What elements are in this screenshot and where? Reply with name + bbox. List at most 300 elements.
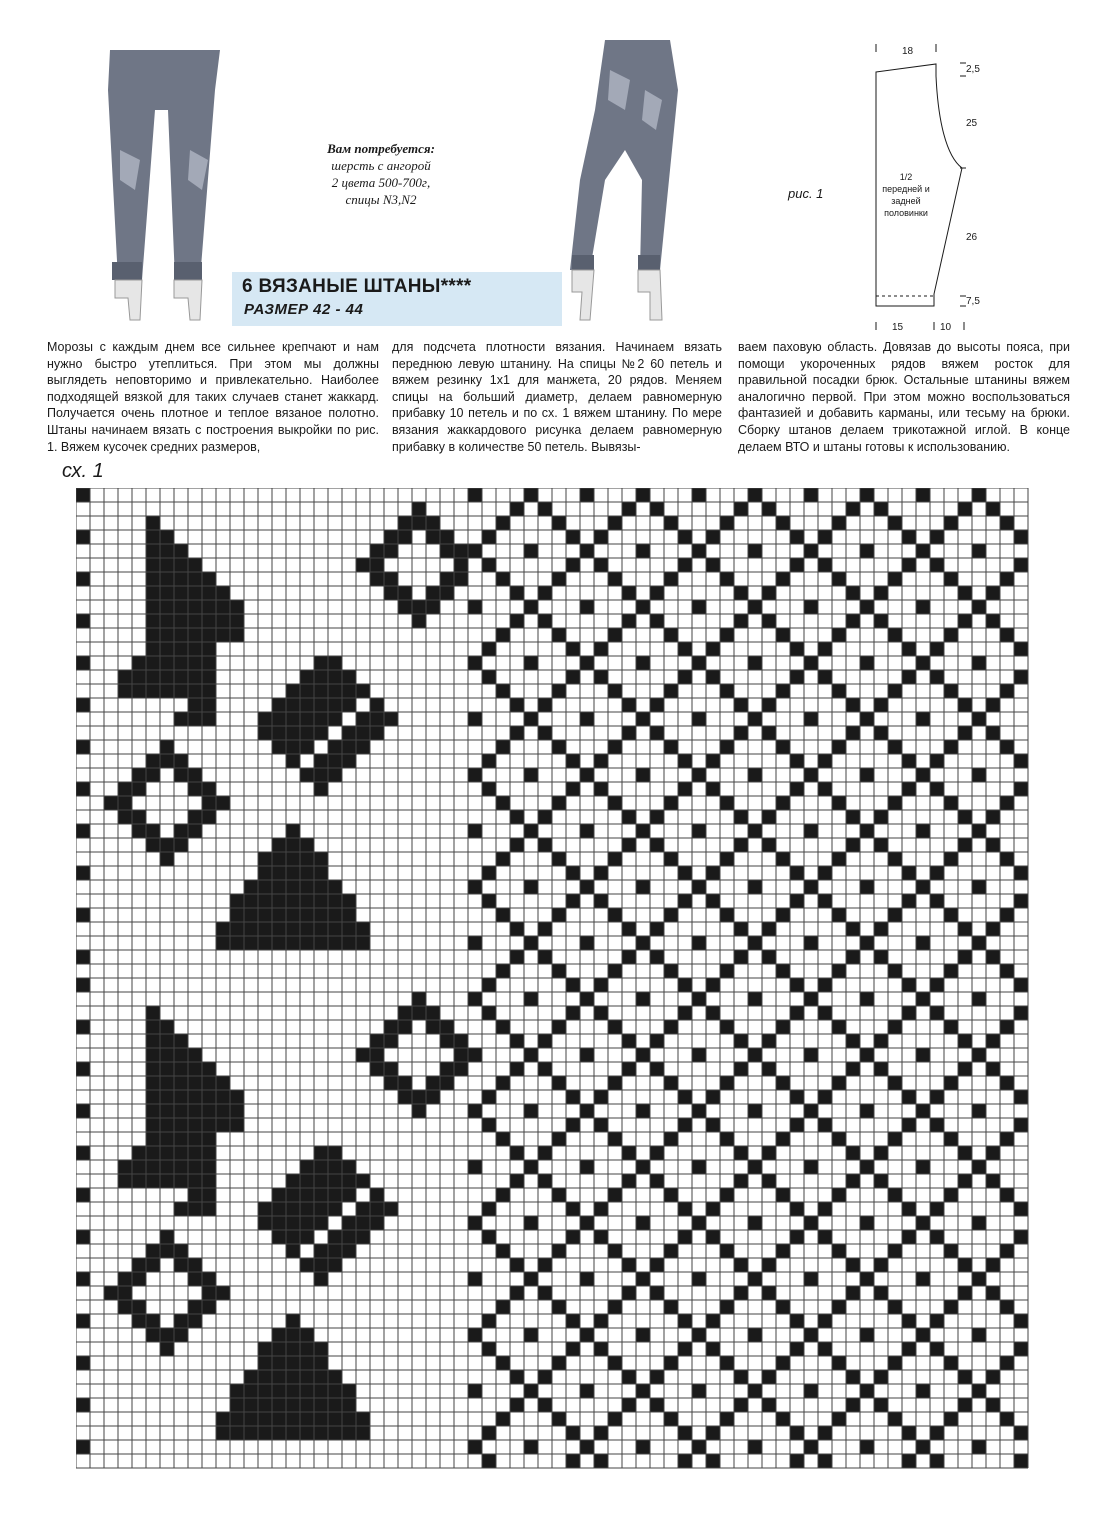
chart-cell-filled [818, 978, 832, 992]
chart-cell-filled [790, 558, 804, 572]
chart-cell-filled [986, 1370, 1000, 1384]
chart-cell-filled [664, 1244, 678, 1258]
chart-cell-filled [580, 1160, 594, 1174]
chart-cell-filled [174, 614, 188, 628]
chart-cell-filled [356, 1048, 370, 1062]
chart-cell-filled [510, 1398, 524, 1412]
chart-cell-filled [328, 1384, 342, 1398]
chart-cell-filled [188, 698, 202, 712]
chart-cell-filled [314, 782, 328, 796]
chart-cell-filled [300, 1188, 314, 1202]
chart-cell-filled [580, 992, 594, 1006]
chart-cell-filled [944, 1412, 958, 1426]
chart-cell-filled [230, 1104, 244, 1118]
chart-cell-filled [524, 1440, 538, 1454]
chart-cell-filled [622, 1370, 636, 1384]
dimension-rise: 2,5 [966, 64, 980, 75]
chart-cell-filled [398, 516, 412, 530]
chart-cell-filled [146, 1006, 160, 1020]
chart-cell-filled [118, 1174, 132, 1188]
chart-cell-filled [160, 1048, 174, 1062]
chart-cell-filled [356, 1230, 370, 1244]
chart-cell-filled [300, 670, 314, 684]
chart-cell-filled [902, 978, 916, 992]
chart-cell-filled [314, 1244, 328, 1258]
chart-cell-filled [510, 1174, 524, 1188]
chart-cell-filled [860, 712, 874, 726]
chart-cell-filled [846, 1062, 860, 1076]
chart-cell-filled [664, 852, 678, 866]
chart-cell-filled [1014, 1342, 1028, 1356]
chart-cell-filled [706, 670, 720, 684]
chart-cell-filled [174, 1048, 188, 1062]
chart-cell-filled [146, 600, 160, 614]
chart-cell-filled [370, 1048, 384, 1062]
chart-cell-filled [356, 1202, 370, 1216]
chart-cell-filled [496, 1020, 510, 1034]
chart-cell-filled [300, 726, 314, 740]
chart-cell-filled [286, 824, 300, 838]
chart-cell-filled [846, 838, 860, 852]
chart-cell-filled [328, 936, 342, 950]
chart-cell-filled [790, 978, 804, 992]
chart-cell-filled [888, 1076, 902, 1090]
chart-cell-filled [314, 1384, 328, 1398]
chart-cell-filled [300, 1356, 314, 1370]
chart-cell-filled [958, 1286, 972, 1300]
chart-cell-filled [692, 1440, 706, 1454]
chart-cell-filled [342, 740, 356, 754]
chart-cell-filled [538, 1062, 552, 1076]
chart-cell-filled [510, 838, 524, 852]
chart-cell-filled [748, 1216, 762, 1230]
chart-cell-filled [370, 572, 384, 586]
chart-cell-filled [160, 1230, 174, 1244]
chart-cell-filled [300, 908, 314, 922]
chart-cell-filled [370, 558, 384, 572]
chart-cell-filled [524, 1384, 538, 1398]
chart-cell-filled [972, 544, 986, 558]
chart-cell-filled [188, 1076, 202, 1090]
chart-cell-filled [258, 1342, 272, 1356]
chart-cell-filled [608, 740, 622, 754]
chart-cell-filled [930, 1090, 944, 1104]
chart-cell-filled [202, 782, 216, 796]
chart-cell-filled [734, 922, 748, 936]
chart-cell-filled [160, 1090, 174, 1104]
chart-cell-filled [594, 866, 608, 880]
chart-cell-filled [230, 628, 244, 642]
chart-cell-filled [678, 1090, 692, 1104]
chart-cell-filled [762, 922, 776, 936]
chart-cell-filled [146, 1258, 160, 1272]
chart-cell-filled [146, 838, 160, 852]
chart-cell-filled [566, 1202, 580, 1216]
chart-cell-filled [930, 754, 944, 768]
chart-cell-filled [538, 1286, 552, 1300]
dimension-bottom-right: 10 [940, 322, 952, 333]
chart-cell-filled [258, 1412, 272, 1426]
chart-cell-filled [328, 1398, 342, 1412]
chart-cell-filled [76, 1062, 90, 1076]
chart-cell-filled [776, 516, 790, 530]
chart-cell-filled [468, 880, 482, 894]
chart-cell-filled [776, 1188, 790, 1202]
chart-cell-filled [552, 908, 566, 922]
chart-cell-filled [748, 712, 762, 726]
chart-cell-filled [888, 628, 902, 642]
chart-cell-filled [902, 866, 916, 880]
chart-cell-filled [314, 1258, 328, 1272]
chart-cell-filled [188, 1132, 202, 1146]
chart-cell-filled [664, 572, 678, 586]
chart-cell-filled [384, 1020, 398, 1034]
chart-cell-filled [160, 1020, 174, 1034]
chart-cell-filled [468, 1384, 482, 1398]
chart-cell-filled [664, 1020, 678, 1034]
chart-cell-filled [202, 1300, 216, 1314]
chart-cell-filled [888, 572, 902, 586]
chart-cell-filled [328, 1160, 342, 1174]
chart-cell-filled [314, 1342, 328, 1356]
chart-cell-filled [188, 1146, 202, 1160]
chart-cell-filled [118, 1300, 132, 1314]
chart-cell-filled [188, 684, 202, 698]
chart-cell-filled [174, 1314, 188, 1328]
chart-cell-filled [650, 1398, 664, 1412]
chart-cell-filled [314, 894, 328, 908]
chart-cell-filled [146, 1160, 160, 1174]
chart-cell-filled [832, 1132, 846, 1146]
chart-cell-filled [286, 1202, 300, 1216]
chart-cell-filled [748, 656, 762, 670]
chart-cell-filled [146, 572, 160, 586]
chart-cell-filled [930, 1314, 944, 1328]
chart-cell-filled [1000, 1300, 1014, 1314]
chart-cell-filled [874, 1034, 888, 1048]
chart-cell-filled [552, 1244, 566, 1258]
chart-cell-filled [188, 600, 202, 614]
chart-cell-filled [916, 488, 930, 502]
chart-cell-filled [958, 1062, 972, 1076]
chart-cell-filled [622, 502, 636, 516]
chart-cell-filled [314, 1272, 328, 1286]
chart-cell-filled [482, 1426, 496, 1440]
chart-cell-filled [370, 698, 384, 712]
chart-cell-filled [286, 866, 300, 880]
chart-cell-filled [216, 628, 230, 642]
chart-cell-filled [300, 1398, 314, 1412]
chart-cell-filled [286, 1314, 300, 1328]
chart-cell-filled [146, 684, 160, 698]
chart-cell-filled [860, 768, 874, 782]
chart-cell-filled [566, 670, 580, 684]
chart-cell-filled [748, 488, 762, 502]
chart-cell-filled [356, 1412, 370, 1426]
chart-cell-filled [174, 1146, 188, 1160]
chart-cell-filled [790, 670, 804, 684]
chart-cell-filled [314, 866, 328, 880]
chart-cell-filled [1000, 852, 1014, 866]
chart-cell-filled [762, 950, 776, 964]
chart-cell-filled [384, 1076, 398, 1090]
chart-cell-filled [762, 1258, 776, 1272]
chart-cell-filled [174, 1132, 188, 1146]
chart-cell-filled [930, 642, 944, 656]
chart-cell-filled [384, 530, 398, 544]
chart-cell-filled [958, 614, 972, 628]
chart-cell-filled [230, 894, 244, 908]
chart-cell-filled [342, 726, 356, 740]
chart-cell-filled [776, 796, 790, 810]
chart-cell-filled [412, 516, 426, 530]
chart-cell-filled [202, 586, 216, 600]
chart-cell-filled [244, 1412, 258, 1426]
chart-cell-filled [496, 908, 510, 922]
chart-cell-filled [132, 656, 146, 670]
chart-cell-filled [734, 1286, 748, 1300]
chart-cell-filled [692, 712, 706, 726]
chart-cell-filled [916, 656, 930, 670]
chart-cell-filled [622, 1286, 636, 1300]
chart-cell-filled [272, 712, 286, 726]
chart-cell-filled [328, 1258, 342, 1272]
chart-cell-filled [664, 1132, 678, 1146]
chart-cell-filled [958, 1034, 972, 1048]
chart-cell-filled [580, 488, 594, 502]
chart-cell-filled [566, 782, 580, 796]
chart-cell-filled [566, 642, 580, 656]
chart-cell-filled [132, 1160, 146, 1174]
chart-cell-filled [692, 1384, 706, 1398]
chart-cell-filled [314, 936, 328, 950]
chart-cell-filled [202, 614, 216, 628]
chart-cell-filled [580, 1272, 594, 1286]
chart-cell-filled [286, 838, 300, 852]
chart-cell-filled [762, 1398, 776, 1412]
chart-cell-filled [930, 866, 944, 880]
chart-cell-filled [790, 1230, 804, 1244]
chart-cell-filled [454, 1062, 468, 1076]
chart-cell-filled [230, 1090, 244, 1104]
chart-cell-filled [986, 1034, 1000, 1048]
chart-cell-filled [916, 1328, 930, 1342]
chart-cell-filled [888, 1412, 902, 1426]
chart-cell-filled [160, 558, 174, 572]
chart-cell-filled [230, 908, 244, 922]
chart-cell-filled [300, 740, 314, 754]
chart-cell-filled [188, 656, 202, 670]
jacquard-chart [76, 488, 1030, 1470]
chart-cell-filled [342, 894, 356, 908]
chart-cell-filled [510, 950, 524, 964]
chart-cell-filled [1014, 642, 1028, 656]
chart-cell-filled [244, 922, 258, 936]
chart-cell-filled [272, 1328, 286, 1342]
chart-cell-filled [930, 782, 944, 796]
chart-cell-filled [174, 754, 188, 768]
chart-cell-filled [818, 1230, 832, 1244]
chart-cell-filled [902, 558, 916, 572]
chart-cell-filled [804, 936, 818, 950]
chart-cell-filled [272, 1412, 286, 1426]
chart-cell-filled [622, 1174, 636, 1188]
chart-cell-filled [1014, 1118, 1028, 1132]
chart-cell-filled [720, 684, 734, 698]
chart-cell-filled [748, 1384, 762, 1398]
chart-cell-filled [342, 1412, 356, 1426]
chart-cell-filled [328, 880, 342, 894]
chart-cell-filled [706, 1006, 720, 1020]
chart-cell-filled [510, 1146, 524, 1160]
chart-cell-filled [132, 1300, 146, 1314]
chart-cell-filled [146, 1104, 160, 1118]
chart-cell-filled [944, 628, 958, 642]
chart-cell-filled [790, 754, 804, 768]
chart-cell-filled [342, 1188, 356, 1202]
chart-cell-filled [678, 530, 692, 544]
chart-cell-filled [440, 544, 454, 558]
chart-cell-filled [244, 894, 258, 908]
chart-cell-filled [132, 1272, 146, 1286]
chart-cell-filled [328, 1188, 342, 1202]
chart-cell-filled [202, 670, 216, 684]
chart-cell-filled [482, 1006, 496, 1020]
chart-cell-filled [468, 992, 482, 1006]
chart-cell-filled [552, 964, 566, 978]
chart-cell-filled [146, 1090, 160, 1104]
chart-cell-filled [608, 572, 622, 586]
chart-cell-filled [230, 600, 244, 614]
chart-cell-filled [608, 1188, 622, 1202]
chart-cell-filled [328, 1426, 342, 1440]
chart-cell-filled [986, 838, 1000, 852]
chart-cell-filled [790, 1342, 804, 1356]
chart-cell-filled [468, 1272, 482, 1286]
chart-cell-filled [972, 936, 986, 950]
dimension-bottom-left: 15 [892, 322, 904, 333]
piece-label-line: 1/2 [899, 172, 913, 182]
chart-cell-filled [202, 600, 216, 614]
chart-cell-filled [860, 880, 874, 894]
chart-cell-filled [1014, 558, 1028, 572]
chart-cell-filled [440, 1076, 454, 1090]
chart-cell-filled [930, 1118, 944, 1132]
chart-cell-filled [146, 670, 160, 684]
chart-cell-filled [804, 824, 818, 838]
chart-cell-filled [160, 1104, 174, 1118]
chart-cell-filled [468, 544, 482, 558]
chart-cell-filled [132, 824, 146, 838]
chart-cell-filled [650, 1034, 664, 1048]
chart-cell-filled [272, 1370, 286, 1384]
chart-cell-filled [286, 894, 300, 908]
chart-cell-filled [272, 852, 286, 866]
chart-cell-filled [482, 894, 496, 908]
chart-cell-filled [146, 530, 160, 544]
chart-cell-filled [902, 530, 916, 544]
chart-cell-filled [650, 1062, 664, 1076]
chart-cell-filled [692, 768, 706, 782]
chart-cell-filled [216, 1426, 230, 1440]
chart-cell-filled [258, 1370, 272, 1384]
chart-cell-filled [202, 1188, 216, 1202]
chart-cell-filled [146, 586, 160, 600]
chart-cell-filled [370, 726, 384, 740]
chart-cell-filled [76, 1272, 90, 1286]
pattern-diagram [862, 40, 982, 340]
chart-cell-filled [636, 824, 650, 838]
chart-cell-filled [412, 600, 426, 614]
chart-cell-filled [118, 1286, 132, 1300]
chart-cell-filled [636, 1328, 650, 1342]
chart-cell-filled [678, 1342, 692, 1356]
chart-cell-filled [566, 978, 580, 992]
chart-cell-filled [300, 1202, 314, 1216]
chart-cell-filled [748, 768, 762, 782]
chart-cell-filled [174, 712, 188, 726]
chart-cell-filled [300, 1384, 314, 1398]
chart-cell-filled [888, 1244, 902, 1258]
chart-cell-filled [706, 754, 720, 768]
chart-cell-filled [804, 1440, 818, 1454]
chart-cell-filled [146, 1174, 160, 1188]
chart-cell-filled [160, 852, 174, 866]
chart-cell-filled [426, 586, 440, 600]
chart-cell-filled [846, 810, 860, 824]
chart-cell-filled [958, 586, 972, 600]
chart-cell-filled [972, 1440, 986, 1454]
chart-cell-filled [734, 1258, 748, 1272]
chart-cell-filled [944, 1300, 958, 1314]
chart-cell-filled [664, 1356, 678, 1370]
chart-cell-filled [692, 1160, 706, 1174]
chart-cell-filled [160, 1076, 174, 1090]
chart-cell-filled [804, 1272, 818, 1286]
chart-cell-filled [202, 1090, 216, 1104]
chart-cell-filled [272, 1202, 286, 1216]
chart-cell-filled [944, 516, 958, 530]
chart-cell-filled [790, 642, 804, 656]
chart-cell-filled [384, 712, 398, 726]
chart-cell-filled [482, 1202, 496, 1216]
chart-cell-filled [1014, 1230, 1028, 1244]
chart-cell-filled [188, 1188, 202, 1202]
chart-cell-filled [608, 628, 622, 642]
chart-cell-filled [608, 908, 622, 922]
chart-cell-filled [958, 1146, 972, 1160]
chart-cell-filled [748, 824, 762, 838]
chart-cell-filled [524, 1328, 538, 1342]
chart-cell-filled [76, 1356, 90, 1370]
chart-cell-filled [538, 1034, 552, 1048]
chart-cell-filled [188, 810, 202, 824]
chart-cell-filled [160, 642, 174, 656]
chart-cell-filled [132, 1146, 146, 1160]
chart-cell-filled [230, 1384, 244, 1398]
chart-cell-filled [538, 614, 552, 628]
chart-cell-filled [860, 600, 874, 614]
chart-cell-filled [552, 740, 566, 754]
chart-cell-filled [160, 1244, 174, 1258]
chart-cell-filled [832, 740, 846, 754]
chart-cell-filled [146, 544, 160, 558]
chart-cell-filled [216, 922, 230, 936]
chart-cell-filled [188, 642, 202, 656]
chart-cell-filled [188, 1104, 202, 1118]
chart-cell-filled [314, 908, 328, 922]
chart-cell-filled [202, 684, 216, 698]
